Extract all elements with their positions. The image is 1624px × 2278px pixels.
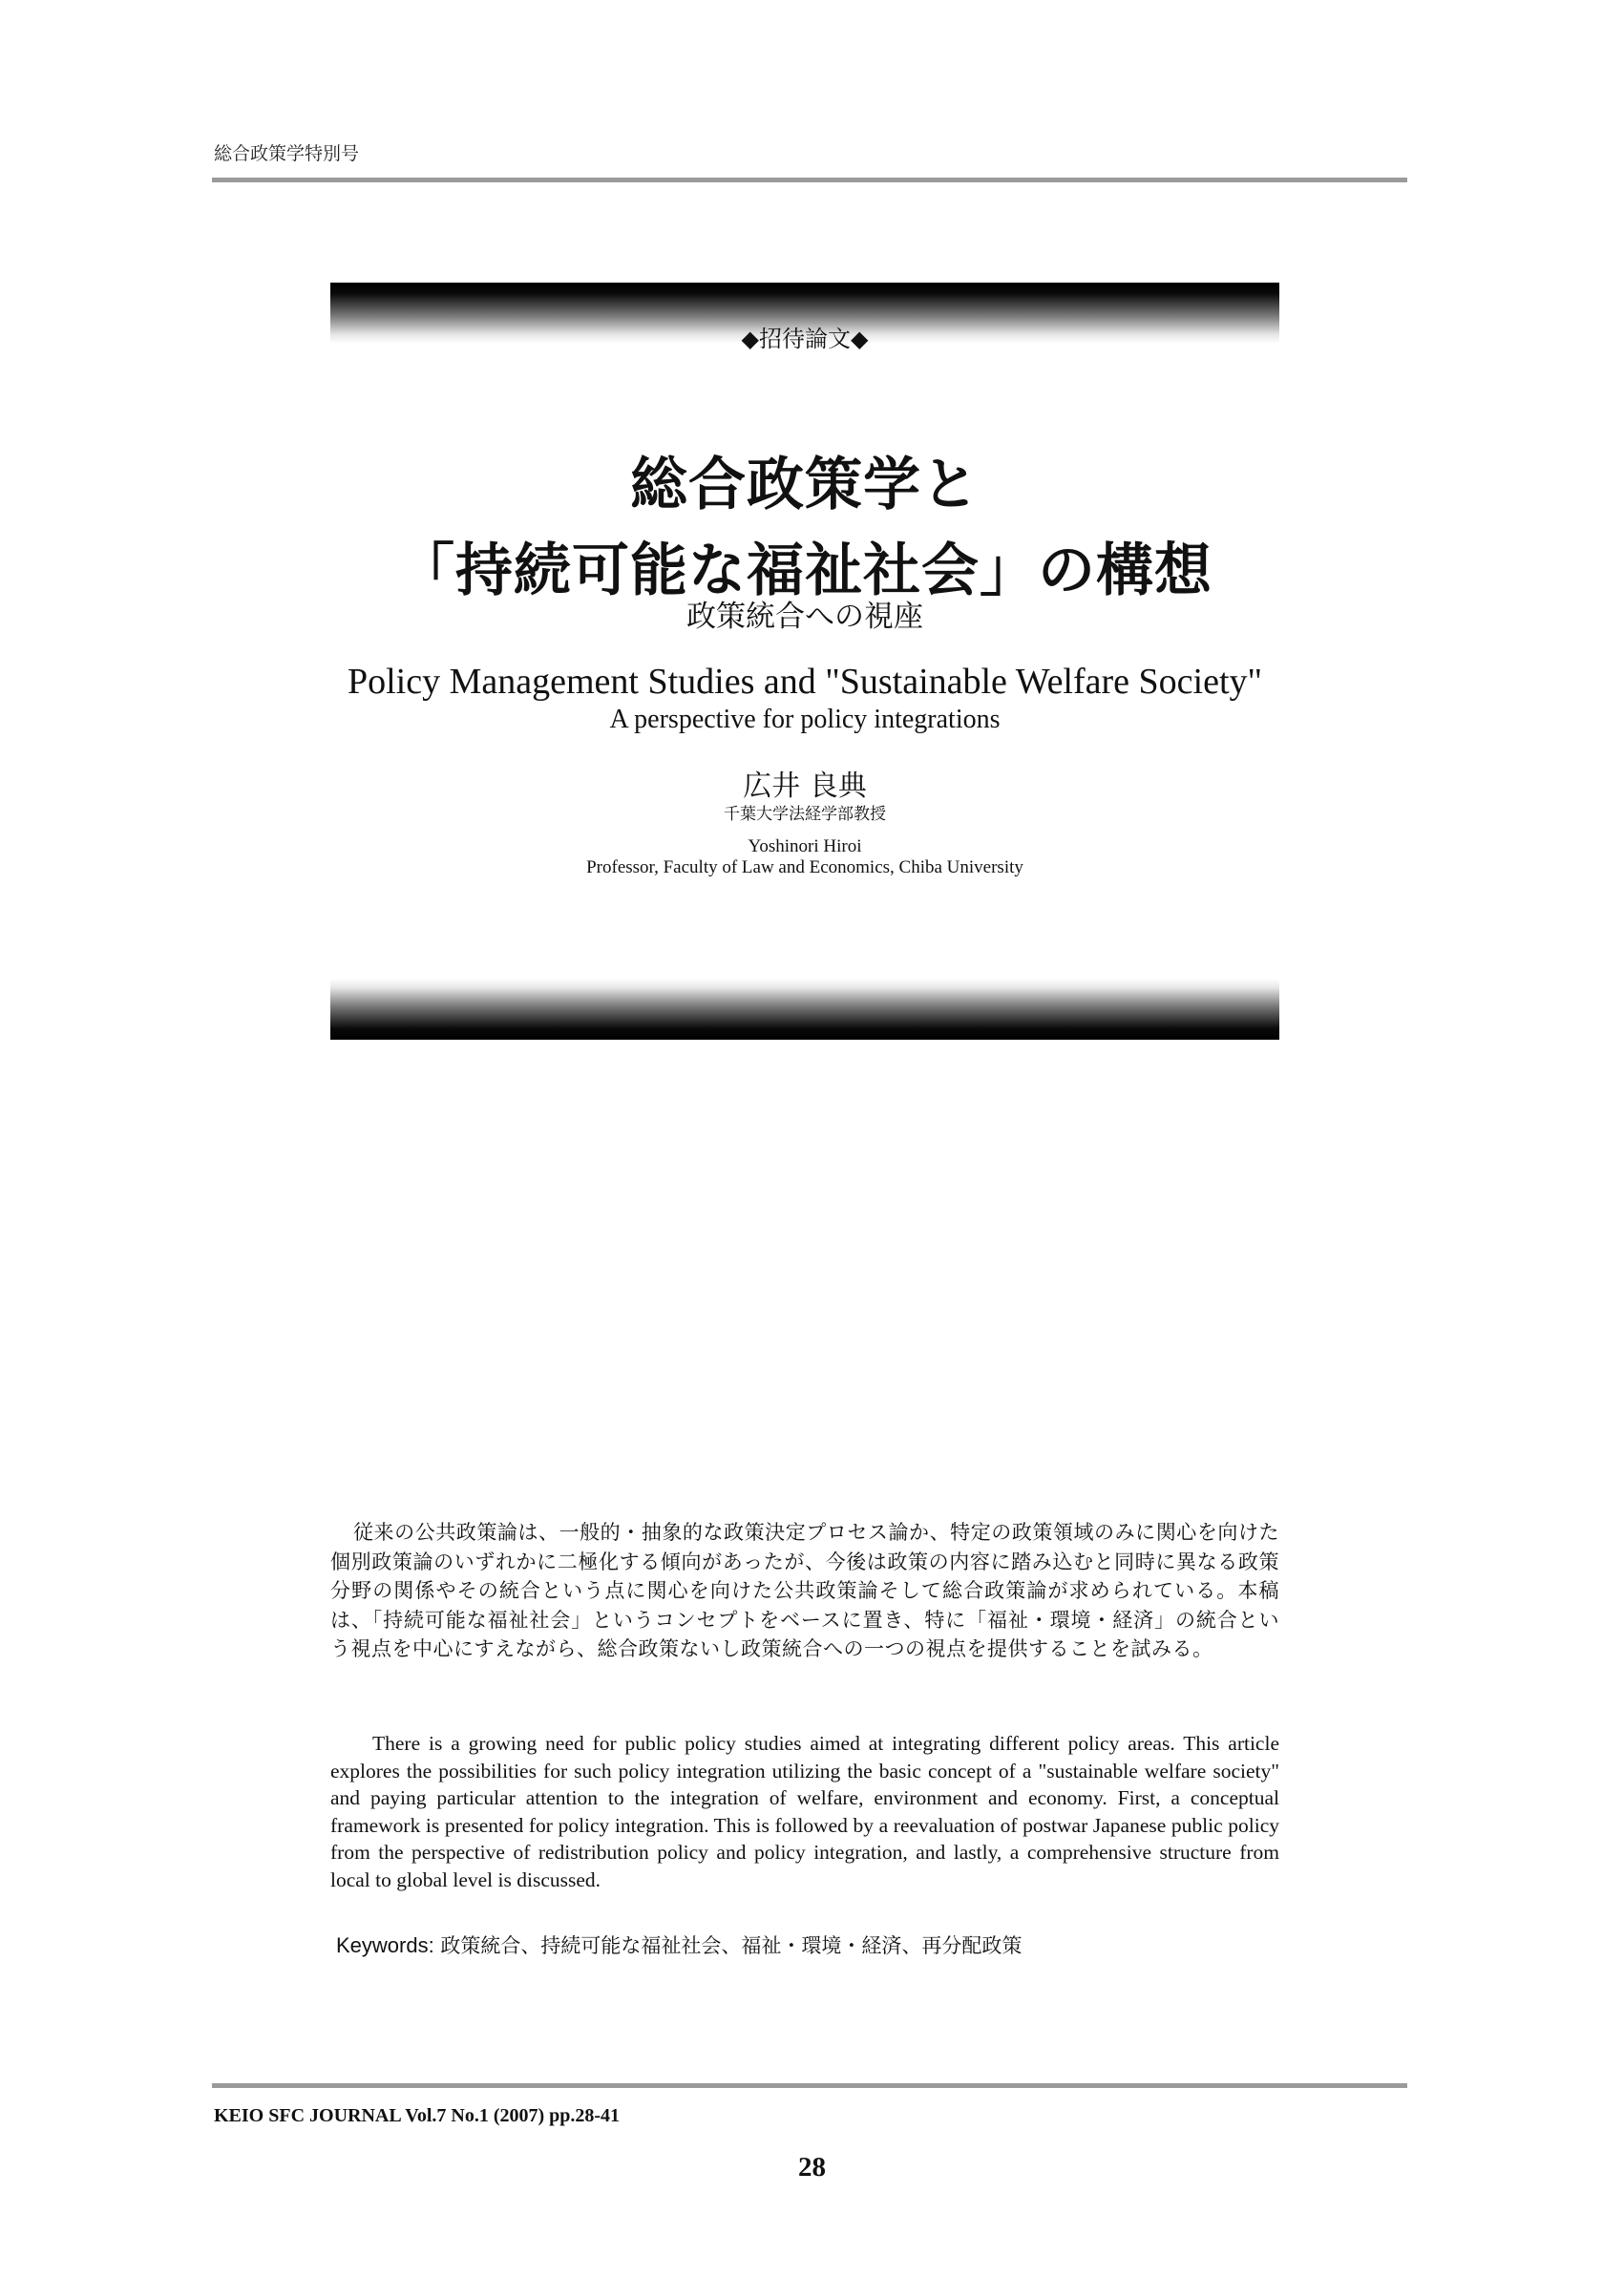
subtitle-ja: 政策統合への視座 xyxy=(686,600,923,634)
title-ja-line1: 総合政策学と xyxy=(630,452,980,518)
subtitle-en: A perspective for policy integrations xyxy=(609,705,1001,734)
author-affiliation-en: Professor, Faculty of Law and Economics, Chiba University xyxy=(586,857,1023,877)
title-ja-line2: 「持続可能な福祉社会」の構想 xyxy=(397,538,1213,604)
page-number: 28 xyxy=(798,2152,826,2183)
keywords-text: 政策統合、持続可能な福祉社会、福祉・環境・経済、再分配政策 xyxy=(440,1934,1023,1957)
keywords-label: Keywords: xyxy=(336,1933,434,1957)
keywords xyxy=(336,1930,1022,1959)
running-head: 総合政策学特別号 xyxy=(214,143,360,164)
article-kind: ◆招待論文◆ xyxy=(741,326,869,352)
title-ja xyxy=(330,442,1279,614)
journal-citation: KEIO SFC JOURNAL Vol.7 No.1 (2007) pp.28-41 xyxy=(214,2105,621,2126)
footer-rule xyxy=(212,2083,1407,2088)
author-name-ja: 広井 良典 xyxy=(743,770,867,803)
title-en: Policy Management Studies and "Sustainable Welfare Society" xyxy=(347,662,1263,702)
abstract-ja: 従来の公共政策論は、一般的・抽象的な政策決定プロセス論か、特定の政策領域のみに関心を向けた個別政策論のいずれかに二極化する傾向があったが、今後は政策の内容に踏み込むと同時に異なる政策分野の関係やその統合という点に関心を向けた公共政策論そして総合政策論が求められている。本稿は、「持続可能な福祉社会」というコンセプトをベースに置き、特に「福祉・環境・経済」の統合という視点を中心にすえながら、総合政策ないし政策統合への一つの視点を提供することを試みる。 xyxy=(330,1521,1279,1660)
abstract-en: There is a growing need for public policy studies aimed at integrating different policy areas. This article explores the possibilities for such policy integration utilizing the basic concept of a "sustainable welfare society" and paying particular attention to the integration of welfare, environment and economy. First, a conceptual framework is presented for policy integration. This is followed by a reevaluation of postwar Japanese public policy from the perspective of redistribution policy and policy integration, and lastly, a comprehensive structure from local to global level is discussed. xyxy=(330,1732,1279,1891)
author-name-en: Yoshinori Hiroi xyxy=(748,836,862,856)
author-affiliation-ja: 千葉大学法経学部教授 xyxy=(724,805,886,824)
header-rule xyxy=(212,178,1407,182)
title-band-bottom xyxy=(330,979,1279,1040)
